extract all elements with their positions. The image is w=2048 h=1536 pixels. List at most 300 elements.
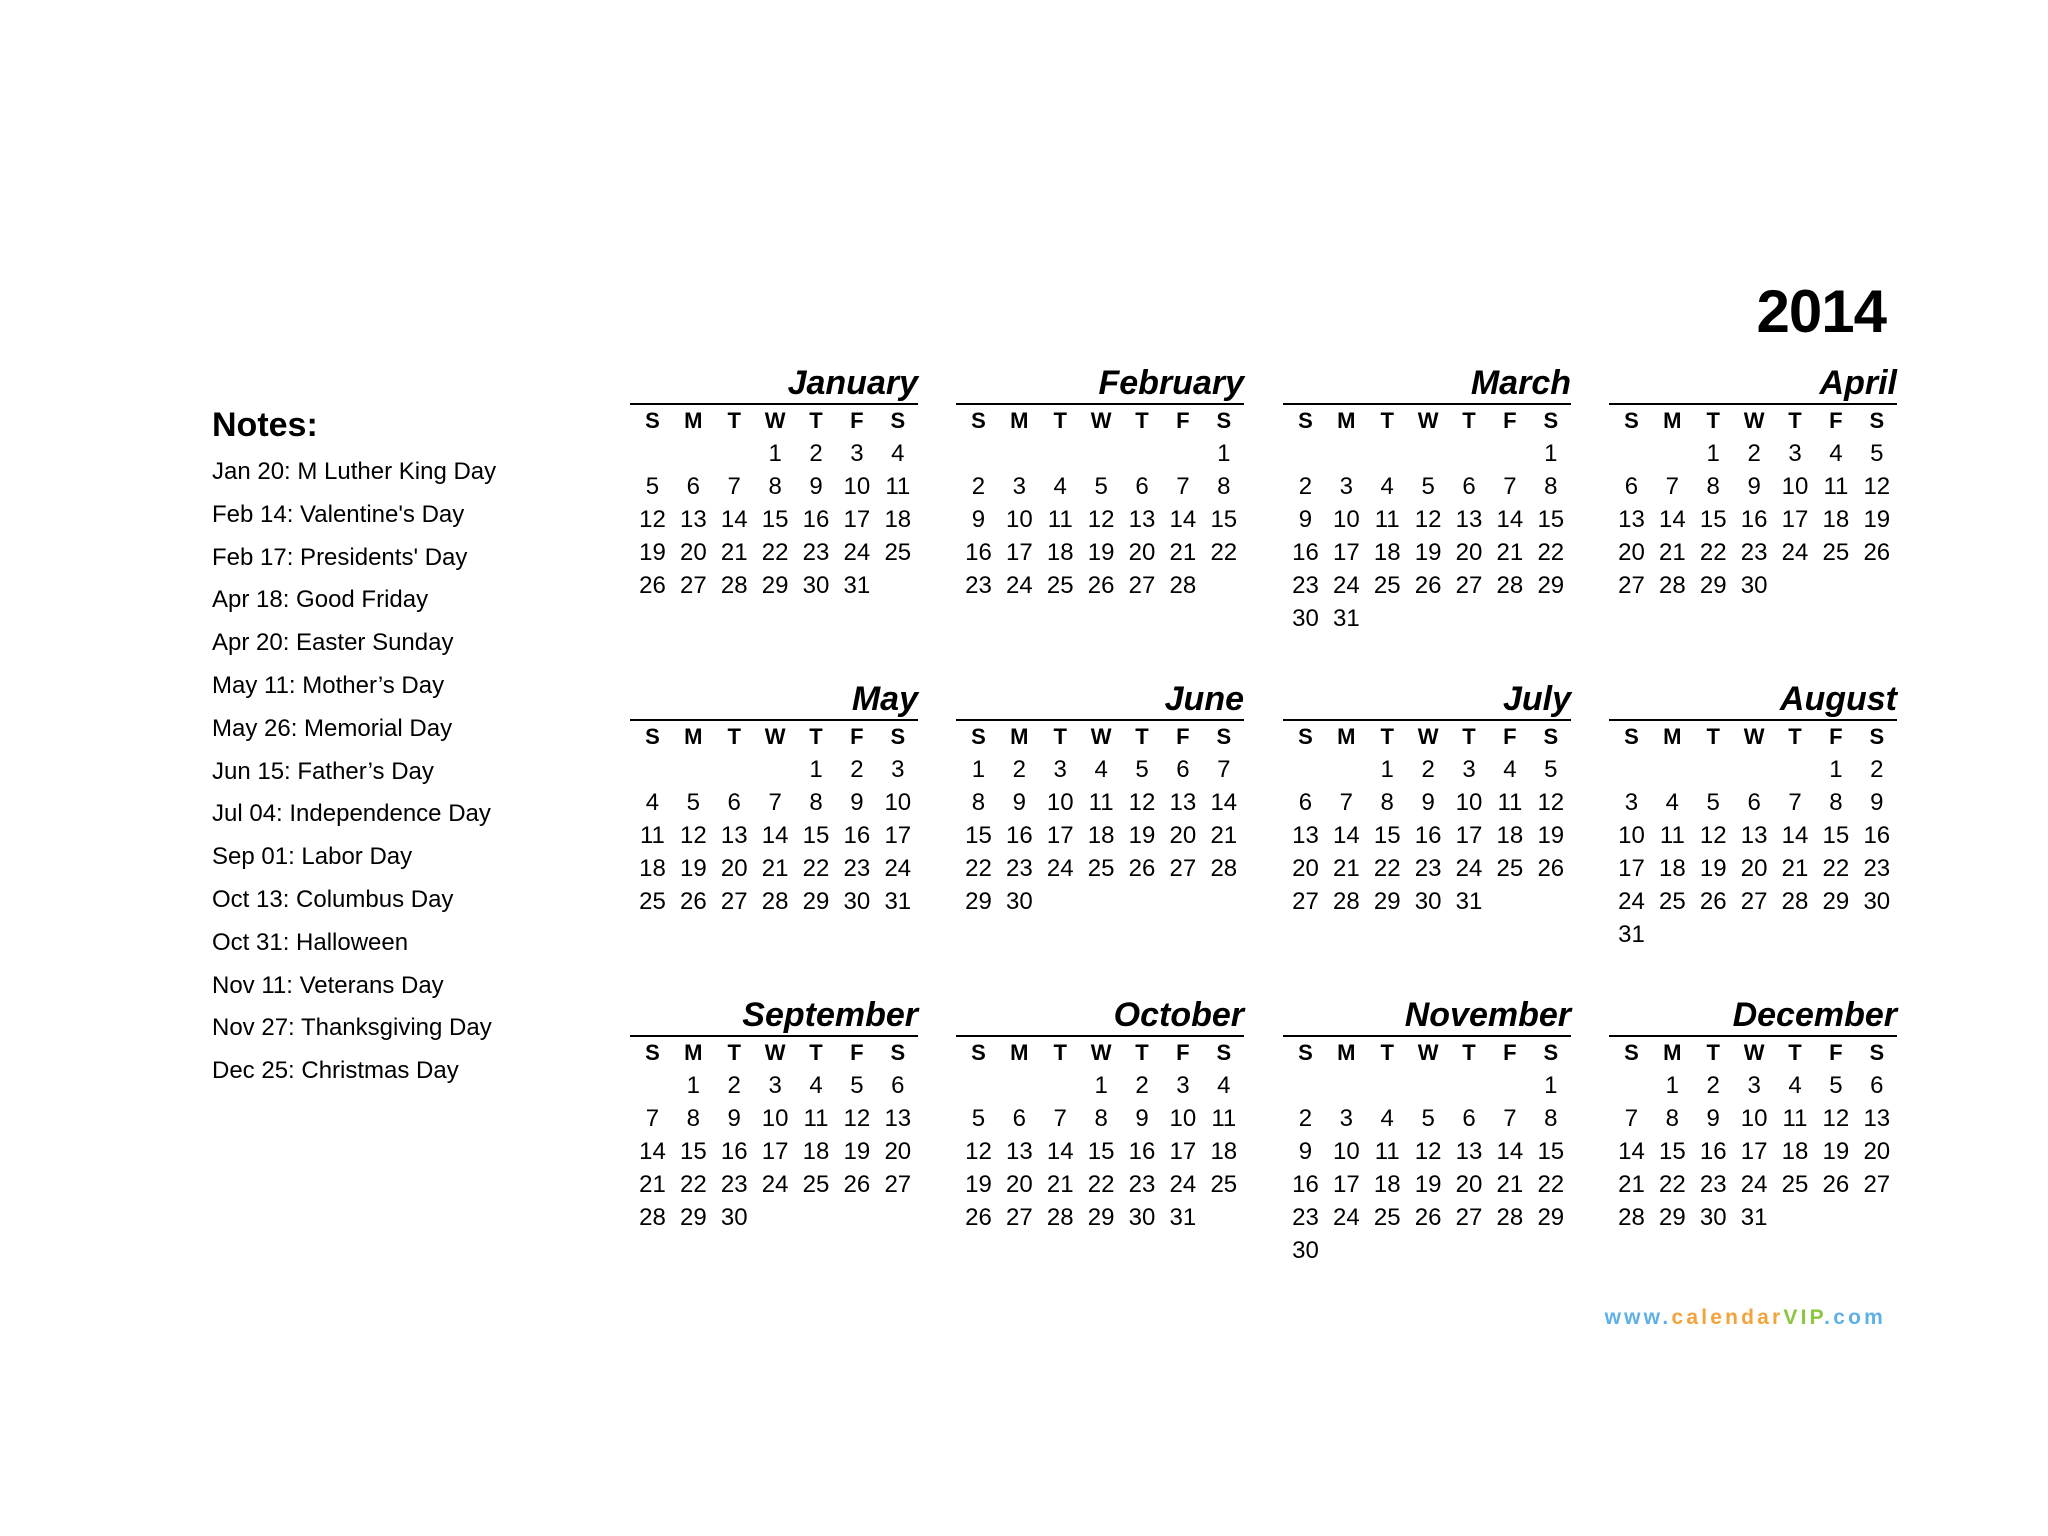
weekday-header: W xyxy=(1743,1040,1765,1065)
day-cell: 20 xyxy=(1292,855,1319,882)
day-cell: 28 xyxy=(1781,888,1809,915)
month-october xyxy=(956,997,1244,1234)
day-cell: 11 xyxy=(1497,789,1523,816)
day-cell: 19 xyxy=(639,539,666,566)
day-cell: 26 xyxy=(1414,1204,1442,1231)
day-cell: 3 xyxy=(1462,756,1476,783)
empty-cell xyxy=(632,1069,673,1102)
day-cell: 25 xyxy=(1658,888,1686,915)
empty-cell xyxy=(1449,1069,1490,1102)
empty-cell xyxy=(1408,437,1449,470)
weekday-header: S xyxy=(1298,408,1313,433)
day-cell: 30 xyxy=(1863,888,1891,915)
month-name: January xyxy=(787,364,918,402)
weekday-header: F xyxy=(850,408,864,433)
note-item: Nov 11: Veterans Day xyxy=(212,971,444,999)
weekday-header: T xyxy=(727,1040,741,1065)
note-item: Jul 04: Independence Day xyxy=(212,800,491,828)
empty-cell xyxy=(1652,437,1693,470)
month-may xyxy=(630,681,918,918)
day-cell: 25 xyxy=(639,888,666,915)
weekday-header: S xyxy=(1216,408,1232,433)
notes-panel xyxy=(212,405,592,1093)
weekday-header: S xyxy=(1298,1040,1313,1065)
weekday-header: T xyxy=(1135,724,1149,749)
day-cell: 30 xyxy=(1128,1204,1156,1231)
month-august xyxy=(1609,681,1897,951)
day-cell: 6 xyxy=(1747,789,1761,816)
day-cell: 21 xyxy=(1046,1171,1074,1198)
day-cell: 28 xyxy=(1210,855,1238,882)
day-cell: 24 xyxy=(1332,1204,1360,1231)
weekday-header: S xyxy=(971,408,986,433)
day-cell: 2 xyxy=(1135,1072,1149,1099)
day-cell: 14 xyxy=(1046,1138,1074,1165)
day-cell: 23 xyxy=(843,855,871,882)
note-item: May 26: Memorial Day xyxy=(212,714,453,742)
month-grid xyxy=(1283,1035,1571,1267)
note-item: Oct 31: Halloween xyxy=(212,928,409,956)
weekday-header: W xyxy=(764,408,786,433)
day-cell: 11 xyxy=(1782,1105,1808,1132)
empty-cell xyxy=(1285,1069,1326,1102)
month-grid xyxy=(630,1035,918,1234)
day-cell: 25 xyxy=(1781,1171,1809,1198)
day-cell: 19 xyxy=(1537,822,1565,849)
day-cell: 3 xyxy=(1053,756,1067,783)
day-cell: 25 xyxy=(1373,572,1401,599)
day-cell: 23 xyxy=(965,572,992,599)
day-cell: 3 xyxy=(1747,1072,1761,1099)
day-cell: 29 xyxy=(761,572,789,599)
weekday-header: T xyxy=(1380,1040,1394,1065)
day-cell: 1 xyxy=(1217,440,1231,467)
day-cell: 6 xyxy=(1624,473,1639,500)
weekday-header: S xyxy=(1543,1040,1559,1065)
day-cell: 8 xyxy=(1706,473,1720,500)
note-item: Nov 27: Thanksgiving Day xyxy=(212,1014,492,1042)
empty-cell xyxy=(1326,753,1367,786)
day-cell: 26 xyxy=(965,1204,992,1231)
day-cell: 10 xyxy=(1781,473,1809,500)
day-cell: 21 xyxy=(1658,539,1686,566)
day-cell: 10 xyxy=(1005,506,1033,533)
weekday-header: S xyxy=(645,1040,660,1065)
month-name: February xyxy=(1098,364,1244,402)
day-cell: 23 xyxy=(1292,572,1319,599)
day-cell: 14 xyxy=(720,506,748,533)
day-cell: 17 xyxy=(1332,539,1360,566)
day-cell: 11 xyxy=(803,1105,829,1132)
month-grid xyxy=(630,719,918,918)
month-grid xyxy=(956,403,1244,602)
month-name: March xyxy=(1470,364,1571,402)
day-cell: 3 xyxy=(1176,1072,1190,1099)
empty-cell xyxy=(1449,437,1490,470)
day-cell: 9 xyxy=(1747,473,1761,500)
day-cell: 24 xyxy=(1005,572,1033,599)
day-cell: 11 xyxy=(639,822,665,849)
day-cell: 30 xyxy=(1292,1237,1319,1264)
day-cell: 20 xyxy=(1455,539,1483,566)
month-grid xyxy=(630,403,918,602)
empty-cell xyxy=(1081,437,1122,470)
day-cell: 14 xyxy=(1496,1138,1524,1165)
day-cell: 4 xyxy=(1094,756,1108,783)
day-cell: 23 xyxy=(1005,855,1033,882)
day-cell: 23 xyxy=(1414,855,1442,882)
weekday-header: S xyxy=(645,408,660,433)
day-cell: 2 xyxy=(850,756,864,783)
month-april xyxy=(1609,365,1897,602)
empty-cell xyxy=(1326,437,1367,470)
weekday-header: F xyxy=(1503,1040,1517,1065)
day-cell: 27 xyxy=(720,888,748,915)
day-cell: 8 xyxy=(768,473,782,500)
weekday-header: T xyxy=(1053,724,1067,749)
day-cell: 25 xyxy=(1210,1171,1238,1198)
day-cell: 29 xyxy=(1537,572,1565,599)
day-cell: 30 xyxy=(1005,888,1033,915)
weekday-header: W xyxy=(1090,724,1112,749)
empty-cell xyxy=(1285,437,1326,470)
weekday-header: T xyxy=(1788,724,1802,749)
weekday-header: M xyxy=(1337,1040,1356,1065)
day-cell: 2 xyxy=(809,440,823,467)
day-cell: 26 xyxy=(1414,572,1442,599)
day-cell: 28 xyxy=(761,888,789,915)
weekday-header: T xyxy=(1462,724,1476,749)
day-cell: 17 xyxy=(1618,855,1645,882)
day-cell: 28 xyxy=(1169,572,1197,599)
day-cell: 29 xyxy=(1373,888,1401,915)
day-cell: 7 xyxy=(1176,473,1190,500)
day-cell: 30 xyxy=(1292,605,1319,632)
day-cell: 25 xyxy=(1087,855,1115,882)
day-cell: 23 xyxy=(720,1171,748,1198)
notes-title: Notes: xyxy=(212,406,318,444)
empty-cell xyxy=(1489,1069,1530,1102)
day-cell: 8 xyxy=(1380,789,1394,816)
weekday-header: T xyxy=(1788,1040,1802,1065)
day-cell: 6 xyxy=(1462,1105,1476,1132)
day-cell: 11 xyxy=(885,473,911,500)
day-cell: 19 xyxy=(1414,1171,1442,1198)
day-cell: 22 xyxy=(1699,539,1727,566)
weekday-header: M xyxy=(1010,408,1029,433)
day-cell: 29 xyxy=(1537,1204,1565,1231)
weekday-header: S xyxy=(1869,1040,1885,1065)
day-cell: 31 xyxy=(1740,1204,1768,1231)
day-cell: 22 xyxy=(1537,539,1565,566)
day-cell: 1 xyxy=(1544,440,1558,467)
day-cell: 9 xyxy=(1298,1138,1313,1165)
day-cell: 14 xyxy=(1496,506,1524,533)
day-cell: 8 xyxy=(1544,473,1558,500)
day-cell: 2 xyxy=(1747,440,1761,467)
month-name: July xyxy=(1502,680,1571,718)
weekday-header: W xyxy=(1090,408,1112,433)
month-name: May xyxy=(851,680,918,718)
day-cell: 8 xyxy=(1829,789,1843,816)
day-cell: 8 xyxy=(1094,1105,1108,1132)
day-cell: 28 xyxy=(1658,572,1686,599)
empty-cell xyxy=(1611,1069,1652,1102)
day-cell: 6 xyxy=(891,1072,905,1099)
day-cell: 28 xyxy=(1496,1204,1524,1231)
day-cell: 18 xyxy=(1046,539,1074,566)
day-cell: 8 xyxy=(1544,1105,1558,1132)
weekday-header: W xyxy=(1417,724,1439,749)
day-cell: 16 xyxy=(1292,539,1319,566)
day-cell: 27 xyxy=(1169,855,1197,882)
weekday-header: M xyxy=(684,724,703,749)
weekday-header: F xyxy=(1503,724,1517,749)
empty-cell xyxy=(1611,753,1652,786)
note-item: Feb 17: Presidents' Day xyxy=(212,543,468,571)
day-cell: 18 xyxy=(802,1138,830,1165)
weekday-header: M xyxy=(1010,1040,1029,1065)
empty-cell xyxy=(1162,437,1203,470)
day-cell: 10 xyxy=(1332,1138,1360,1165)
day-cell: 15 xyxy=(1373,822,1401,849)
day-cell: 6 xyxy=(1870,1072,1884,1099)
day-cell: 4 xyxy=(1829,440,1843,467)
day-cell: 21 xyxy=(639,1171,666,1198)
day-cell: 15 xyxy=(1537,506,1565,533)
empty-cell xyxy=(958,437,999,470)
day-cell: 10 xyxy=(1455,789,1483,816)
day-cell: 20 xyxy=(679,539,707,566)
day-cell: 3 xyxy=(1624,789,1639,816)
day-cell: 16 xyxy=(1863,822,1891,849)
day-cell: 23 xyxy=(802,539,830,566)
weekday-header: F xyxy=(1176,1040,1190,1065)
month-name: June xyxy=(1164,680,1244,718)
day-cell: 21 xyxy=(761,855,789,882)
day-cell: 10 xyxy=(884,789,912,816)
day-cell: 18 xyxy=(639,855,666,882)
day-cell: 4 xyxy=(1788,1072,1802,1099)
day-cell: 25 xyxy=(1373,1204,1401,1231)
day-cell: 31 xyxy=(1169,1204,1197,1231)
day-cell: 31 xyxy=(1332,605,1360,632)
day-cell: 11 xyxy=(1823,473,1849,500)
day-cell: 29 xyxy=(965,888,992,915)
weekday-header: T xyxy=(1462,1040,1476,1065)
url-vip: VIP xyxy=(1783,1306,1825,1329)
day-cell: 29 xyxy=(1822,888,1850,915)
day-cell: 15 xyxy=(1822,822,1850,849)
day-cell: 29 xyxy=(1658,1204,1686,1231)
day-cell: 30 xyxy=(843,888,871,915)
day-cell: 10 xyxy=(1169,1105,1197,1132)
weekday-header: T xyxy=(809,724,823,749)
empty-cell xyxy=(755,753,796,786)
day-cell: 22 xyxy=(1087,1171,1115,1198)
day-cell: 21 xyxy=(1332,855,1360,882)
month-grid xyxy=(1609,1035,1897,1234)
empty-cell xyxy=(1734,753,1775,786)
day-cell: 9 xyxy=(1421,789,1435,816)
notes-list xyxy=(212,451,592,1093)
day-cell: 7 xyxy=(1503,1105,1517,1132)
day-cell: 8 xyxy=(1665,1105,1680,1132)
day-cell: 27 xyxy=(1740,888,1768,915)
day-cell: 11 xyxy=(1047,506,1073,533)
day-cell: 22 xyxy=(965,855,992,882)
website-link[interactable] xyxy=(1605,1306,1886,1330)
day-cell: 5 xyxy=(1544,756,1558,783)
day-cell: 9 xyxy=(1706,1105,1720,1132)
day-cell: 12 xyxy=(1414,1138,1442,1165)
day-cell: 24 xyxy=(1618,888,1645,915)
day-cell: 17 xyxy=(1046,822,1074,849)
day-cell: 26 xyxy=(1863,539,1891,566)
empty-cell xyxy=(999,437,1040,470)
day-cell: 31 xyxy=(1618,921,1645,948)
day-cell: 11 xyxy=(1374,1138,1400,1165)
month-february xyxy=(956,365,1244,602)
weekday-header: M xyxy=(1663,724,1682,749)
weekday-header: M xyxy=(1337,724,1356,749)
day-cell: 23 xyxy=(1128,1171,1156,1198)
weekday-header: S xyxy=(1869,724,1885,749)
day-cell: 27 xyxy=(1455,572,1483,599)
weekday-header: S xyxy=(890,724,906,749)
weekday-header: F xyxy=(1829,408,1843,433)
day-cell: 28 xyxy=(1618,1204,1645,1231)
weekday-header: T xyxy=(1706,724,1720,749)
day-cell: 12 xyxy=(679,822,707,849)
month-july xyxy=(1283,681,1571,918)
day-cell: 2 xyxy=(1706,1072,1720,1099)
day-cell: 29 xyxy=(802,888,830,915)
month-name: October xyxy=(1113,996,1244,1034)
weekday-header: M xyxy=(1663,1040,1682,1065)
day-cell: 11 xyxy=(1211,1105,1237,1132)
day-cell: 15 xyxy=(965,822,992,849)
day-cell: 21 xyxy=(1169,539,1197,566)
day-cell: 22 xyxy=(761,539,789,566)
empty-cell xyxy=(958,1069,999,1102)
note-item: Sep 01: Labor Day xyxy=(212,843,413,871)
day-cell: 13 xyxy=(1455,1138,1483,1165)
day-cell: 6 xyxy=(1135,473,1149,500)
day-cell: 30 xyxy=(1414,888,1442,915)
empty-cell xyxy=(673,437,714,470)
day-cell: 23 xyxy=(1863,855,1891,882)
day-cell: 1 xyxy=(1665,1072,1680,1099)
weekday-header: M xyxy=(1337,408,1356,433)
day-cell: 17 xyxy=(884,822,912,849)
weekday-header: F xyxy=(1829,724,1843,749)
day-cell: 7 xyxy=(1503,473,1517,500)
month-march xyxy=(1283,365,1571,635)
weekday-header: F xyxy=(1829,1040,1843,1065)
day-cell: 6 xyxy=(686,473,701,500)
day-cell: 7 xyxy=(1339,789,1354,816)
empty-cell xyxy=(1652,753,1693,786)
day-cell: 7 xyxy=(645,1105,660,1132)
empty-cell xyxy=(999,1069,1040,1102)
day-cell: 4 xyxy=(645,789,660,816)
day-cell: 2 xyxy=(1870,756,1884,783)
weekday-header: T xyxy=(1462,408,1476,433)
day-cell: 29 xyxy=(679,1204,707,1231)
day-cell: 1 xyxy=(1094,1072,1108,1099)
day-cell: 2 xyxy=(971,473,986,500)
weekday-header: T xyxy=(1706,408,1720,433)
day-cell: 20 xyxy=(1863,1138,1891,1165)
day-cell: 14 xyxy=(1658,506,1686,533)
day-cell: 16 xyxy=(1128,1138,1156,1165)
day-cell: 5 xyxy=(971,1105,986,1132)
day-cell: 2 xyxy=(1012,756,1027,783)
day-cell: 8 xyxy=(686,1105,701,1132)
day-cell: 29 xyxy=(1699,572,1727,599)
day-cell: 27 xyxy=(1005,1204,1033,1231)
day-cell: 27 xyxy=(679,572,707,599)
day-cell: 13 xyxy=(1005,1138,1033,1165)
day-cell: 22 xyxy=(1210,539,1238,566)
day-cell: 14 xyxy=(639,1138,666,1165)
day-cell: 8 xyxy=(971,789,986,816)
day-cell: 14 xyxy=(1618,1138,1645,1165)
day-cell: 4 xyxy=(1380,1105,1394,1132)
day-cell: 4 xyxy=(1380,473,1394,500)
day-cell: 10 xyxy=(1046,789,1074,816)
day-cell: 1 xyxy=(686,1072,701,1099)
day-cell: 12 xyxy=(1128,789,1156,816)
weekday-header: S xyxy=(1543,724,1559,749)
day-cell: 26 xyxy=(1699,888,1727,915)
day-cell: 25 xyxy=(1496,855,1524,882)
month-september xyxy=(630,997,918,1234)
empty-cell xyxy=(673,753,714,786)
day-cell: 22 xyxy=(1373,855,1401,882)
day-cell: 20 xyxy=(1740,855,1768,882)
day-cell: 14 xyxy=(1210,789,1238,816)
day-cell: 4 xyxy=(1217,1072,1231,1099)
day-cell: 28 xyxy=(720,572,748,599)
day-cell: 30 xyxy=(802,572,830,599)
weekday-header: T xyxy=(1380,408,1394,433)
weekday-header: W xyxy=(764,1040,786,1065)
day-cell: 2 xyxy=(1298,473,1313,500)
weekday-header: F xyxy=(850,724,864,749)
weekday-header: T xyxy=(1135,1040,1149,1065)
weekday-header: S xyxy=(1624,1040,1639,1065)
day-cell: 28 xyxy=(639,1204,666,1231)
month-name: November xyxy=(1404,996,1571,1034)
day-cell: 27 xyxy=(1863,1171,1891,1198)
day-cell: 1 xyxy=(1544,1072,1558,1099)
weekday-header: F xyxy=(1503,408,1517,433)
day-cell: 17 xyxy=(1169,1138,1197,1165)
day-cell: 5 xyxy=(1421,473,1435,500)
month-grid xyxy=(1609,719,1897,951)
day-cell: 26 xyxy=(843,1171,871,1198)
weekday-header: S xyxy=(1216,1040,1232,1065)
empty-cell xyxy=(714,753,755,786)
day-cell: 3 xyxy=(1012,473,1027,500)
day-cell: 21 xyxy=(1496,1171,1524,1198)
month-january xyxy=(630,365,918,602)
day-cell: 8 xyxy=(1217,473,1231,500)
weekday-header: S xyxy=(1624,724,1639,749)
day-cell: 15 xyxy=(802,822,830,849)
